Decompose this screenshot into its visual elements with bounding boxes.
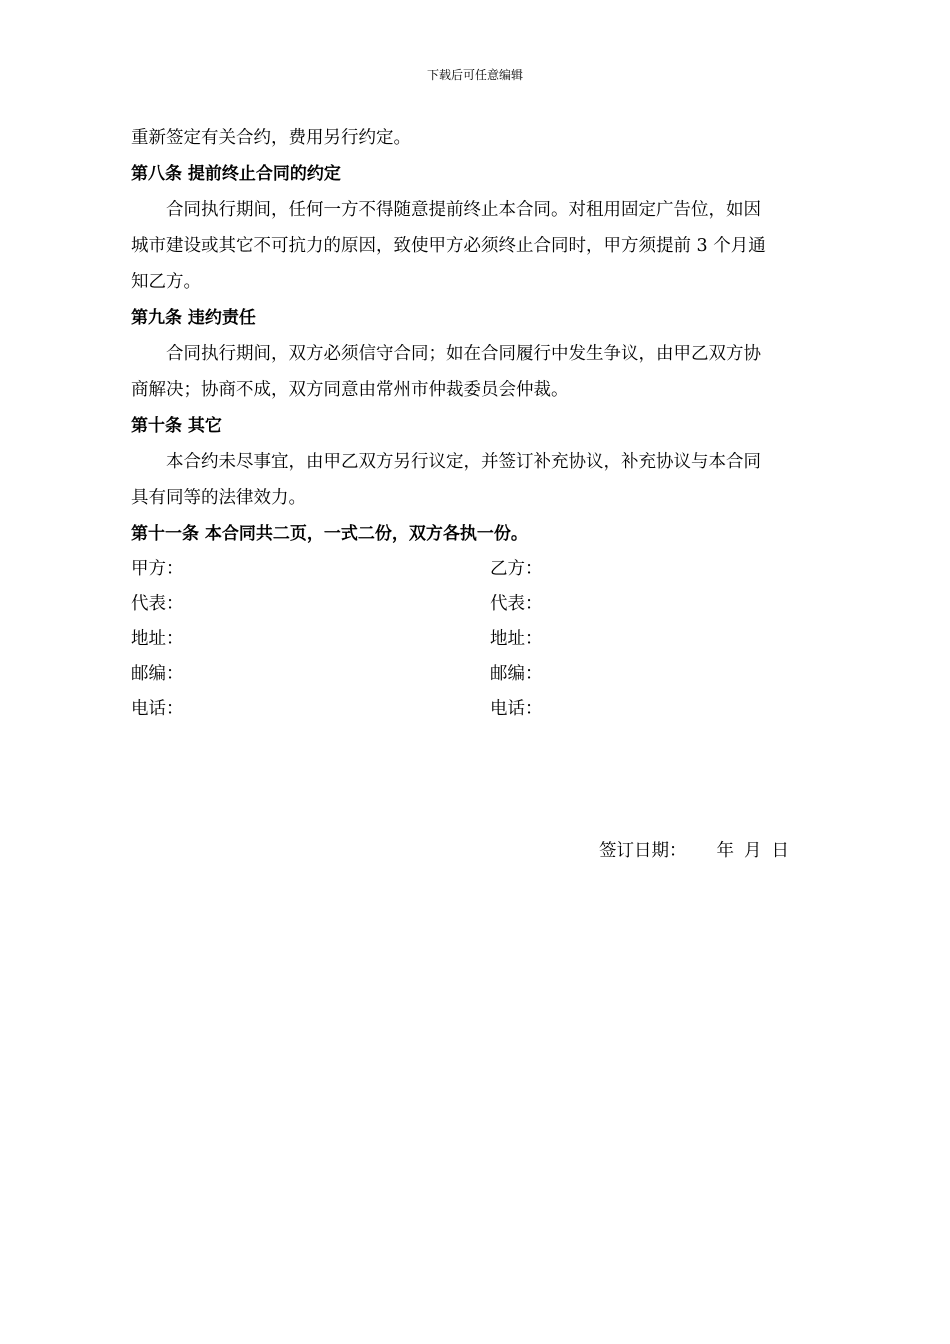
article-10-line-1: 本合约未尽事宜，由甲乙双方另行议定，并签订补充协议，补充协议与本合同 xyxy=(166,452,761,472)
article-11-heading: 第十一条 本合同共二页，一式二份，双方各执一份。 xyxy=(131,524,528,544)
signing-date-day: 日 xyxy=(771,841,789,861)
continuation-line: 重新签定有关合约，费用另行约定。 xyxy=(131,128,411,148)
party-a-postcode-label: 邮编： xyxy=(131,664,184,684)
party-b-label: 乙方： xyxy=(490,559,543,579)
signing-date-month: 月 xyxy=(744,841,762,861)
article-8-line-3: 知乙方。 xyxy=(131,272,201,292)
signing-date-year: 年 xyxy=(716,841,734,861)
article-9-line-2: 商解决；协商不成，双方同意由常州市仲裁委员会仲裁。 xyxy=(131,380,569,400)
article-10-heading: 第十条 其它 xyxy=(131,416,222,436)
article-10-line-2: 具有同等的法律效力。 xyxy=(131,488,306,508)
signature-row-representative xyxy=(131,587,821,622)
party-b-address-label: 地址： xyxy=(490,629,543,649)
party-a-representative-label: 代表： xyxy=(131,594,184,614)
party-a-address-label: 地址： xyxy=(131,629,184,649)
article-9-line-1: 合同执行期间，双方必须信守合同；如在合同履行中发生争议，由甲乙双方协 xyxy=(166,344,761,364)
contract-body xyxy=(131,120,821,727)
party-b-postcode-label: 邮编： xyxy=(490,664,543,684)
party-b-representative-label: 代表： xyxy=(490,594,543,614)
signature-row-postcode xyxy=(131,657,821,692)
header-note: 下载后可任意编辑 xyxy=(426,68,523,82)
signature-row-phone xyxy=(131,692,821,727)
signing-date-line xyxy=(599,833,789,869)
party-a-phone-label: 电话： xyxy=(131,699,184,719)
article-8-line-1: 合同执行期间，任何一方不得随意提前终止本合同。对租用固定广告位，如因 xyxy=(166,200,761,220)
signing-date-label: 签订日期： xyxy=(599,841,687,861)
signature-row-address xyxy=(131,622,821,657)
party-a-label: 甲方： xyxy=(131,559,184,579)
signature-row-party xyxy=(131,552,821,587)
party-b-phone-label: 电话： xyxy=(490,699,543,719)
article-8-heading: 第八条 提前终止合同的约定 xyxy=(131,164,341,184)
signature-block xyxy=(131,552,821,727)
article-8-line-2: 城市建设或其它不可抗力的原因，致使甲方必须终止合同时，甲方须提前 3 个月通 xyxy=(131,236,766,256)
article-9-heading: 第九条 违约责任 xyxy=(131,308,256,328)
